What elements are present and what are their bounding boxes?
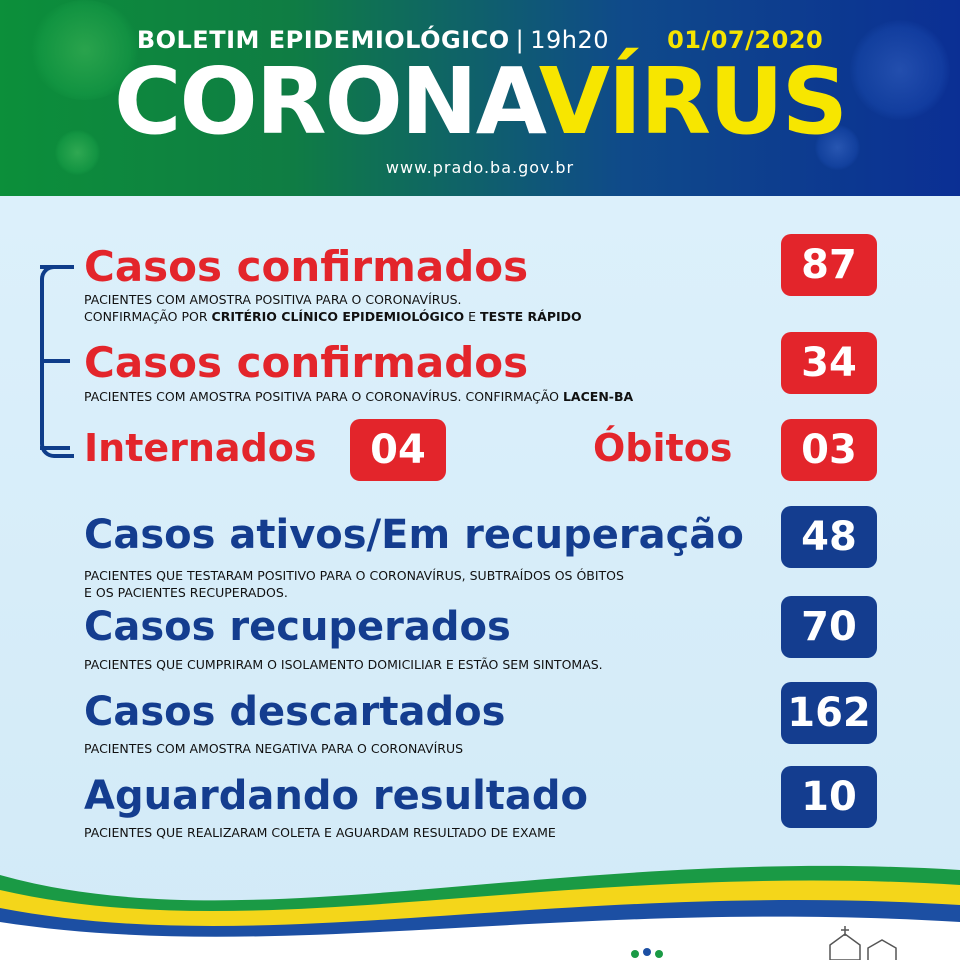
confirmed-total-badge: 87 bbox=[781, 234, 877, 296]
awaiting-badge: 10 bbox=[781, 766, 877, 828]
header-banner bbox=[0, 0, 960, 196]
hospitalized-title: Internados bbox=[84, 426, 317, 470]
hospitalized-badge: 04 bbox=[350, 419, 446, 481]
confirmed-total-title: Casos confirmados bbox=[84, 242, 529, 291]
active-cases-title: Casos ativos/Em recuperação bbox=[84, 512, 744, 558]
desc-text: E bbox=[464, 309, 481, 324]
active-desc-line1: PACIENTES QUE TESTARAM POSITIVO PARA O CORONAVÍRUS, SUBTRAÍDOS OS ÓBITOS bbox=[84, 568, 624, 583]
recovered-desc: PACIENTES QUE CUMPRIRAM O ISOLAMENTO DOMICILIAR E ESTÃO SEM SINTOMAS. bbox=[84, 657, 603, 672]
awaiting-desc: PACIENTES QUE REALIZARAM COLETA E AGUARDAM RESULTADO DE EXAME bbox=[84, 825, 556, 840]
website-link[interactable]: www.prado.ba.gov.br bbox=[385, 158, 575, 177]
confirmed-total-desc bbox=[84, 291, 582, 325]
title-corona: CORONA bbox=[114, 48, 539, 155]
bracket-tick-bottom bbox=[40, 446, 70, 450]
deaths-badge: 03 bbox=[781, 419, 877, 481]
confirmed-bracket bbox=[40, 265, 74, 458]
active-desc-line2: E OS PACIENTES RECUPERADOS. bbox=[84, 585, 288, 600]
confirmed-total-desc-line2 bbox=[84, 308, 582, 325]
deaths-title: Óbitos bbox=[593, 426, 733, 470]
discarded-desc: PACIENTES COM AMOSTRA NEGATIVA PARA O CORONAVÍRUS bbox=[84, 741, 464, 756]
title-virus: VÍRUS bbox=[538, 48, 846, 155]
bracket-tick-top bbox=[40, 265, 70, 269]
bracket-tick-middle bbox=[40, 359, 70, 363]
page-title bbox=[0, 48, 960, 155]
bulletin-time: 19h20 bbox=[530, 26, 610, 54]
discarded-title: Casos descartados bbox=[84, 689, 506, 735]
confirmed-lacen-desc bbox=[84, 388, 633, 405]
desc-bold-criteria: CRITÉRIO CLÍNICO EPIDEMIOLÓGICO bbox=[211, 309, 465, 324]
confirmed-lacen-title: Casos confirmados bbox=[84, 338, 529, 387]
desc-text: PACIENTES COM AMOSTRA POSITIVA PARA O CORONAVÍRUS. CONFIRMAÇÃO bbox=[84, 389, 563, 404]
recovered-badge: 70 bbox=[781, 596, 877, 658]
bulletin-date: 01/07/2020 bbox=[667, 26, 824, 54]
wave-decoration bbox=[0, 850, 960, 960]
discarded-badge: 162 bbox=[781, 682, 877, 744]
bulletin-label: BOLETIM EPIDEMIOLÓGICO bbox=[136, 26, 510, 54]
subtitle-separator: | bbox=[515, 26, 525, 54]
desc-bold-lacen: LACEN-BA bbox=[562, 389, 634, 404]
active-cases-desc bbox=[84, 567, 624, 601]
desc-bold-rapid-test: TESTE RÁPIDO bbox=[480, 309, 582, 324]
awaiting-title: Aguardando resultado bbox=[84, 773, 589, 819]
confirmed-lacen-badge: 34 bbox=[781, 332, 877, 394]
footer-waves bbox=[0, 850, 960, 960]
confirmed-total-desc-line1: PACIENTES COM AMOSTRA POSITIVA PARA O CORONAVÍRUS. bbox=[84, 292, 462, 307]
recovered-title: Casos recuperados bbox=[84, 604, 511, 650]
active-cases-badge: 48 bbox=[781, 506, 877, 568]
desc-text: CONFIRMAÇÃO POR bbox=[84, 309, 212, 324]
